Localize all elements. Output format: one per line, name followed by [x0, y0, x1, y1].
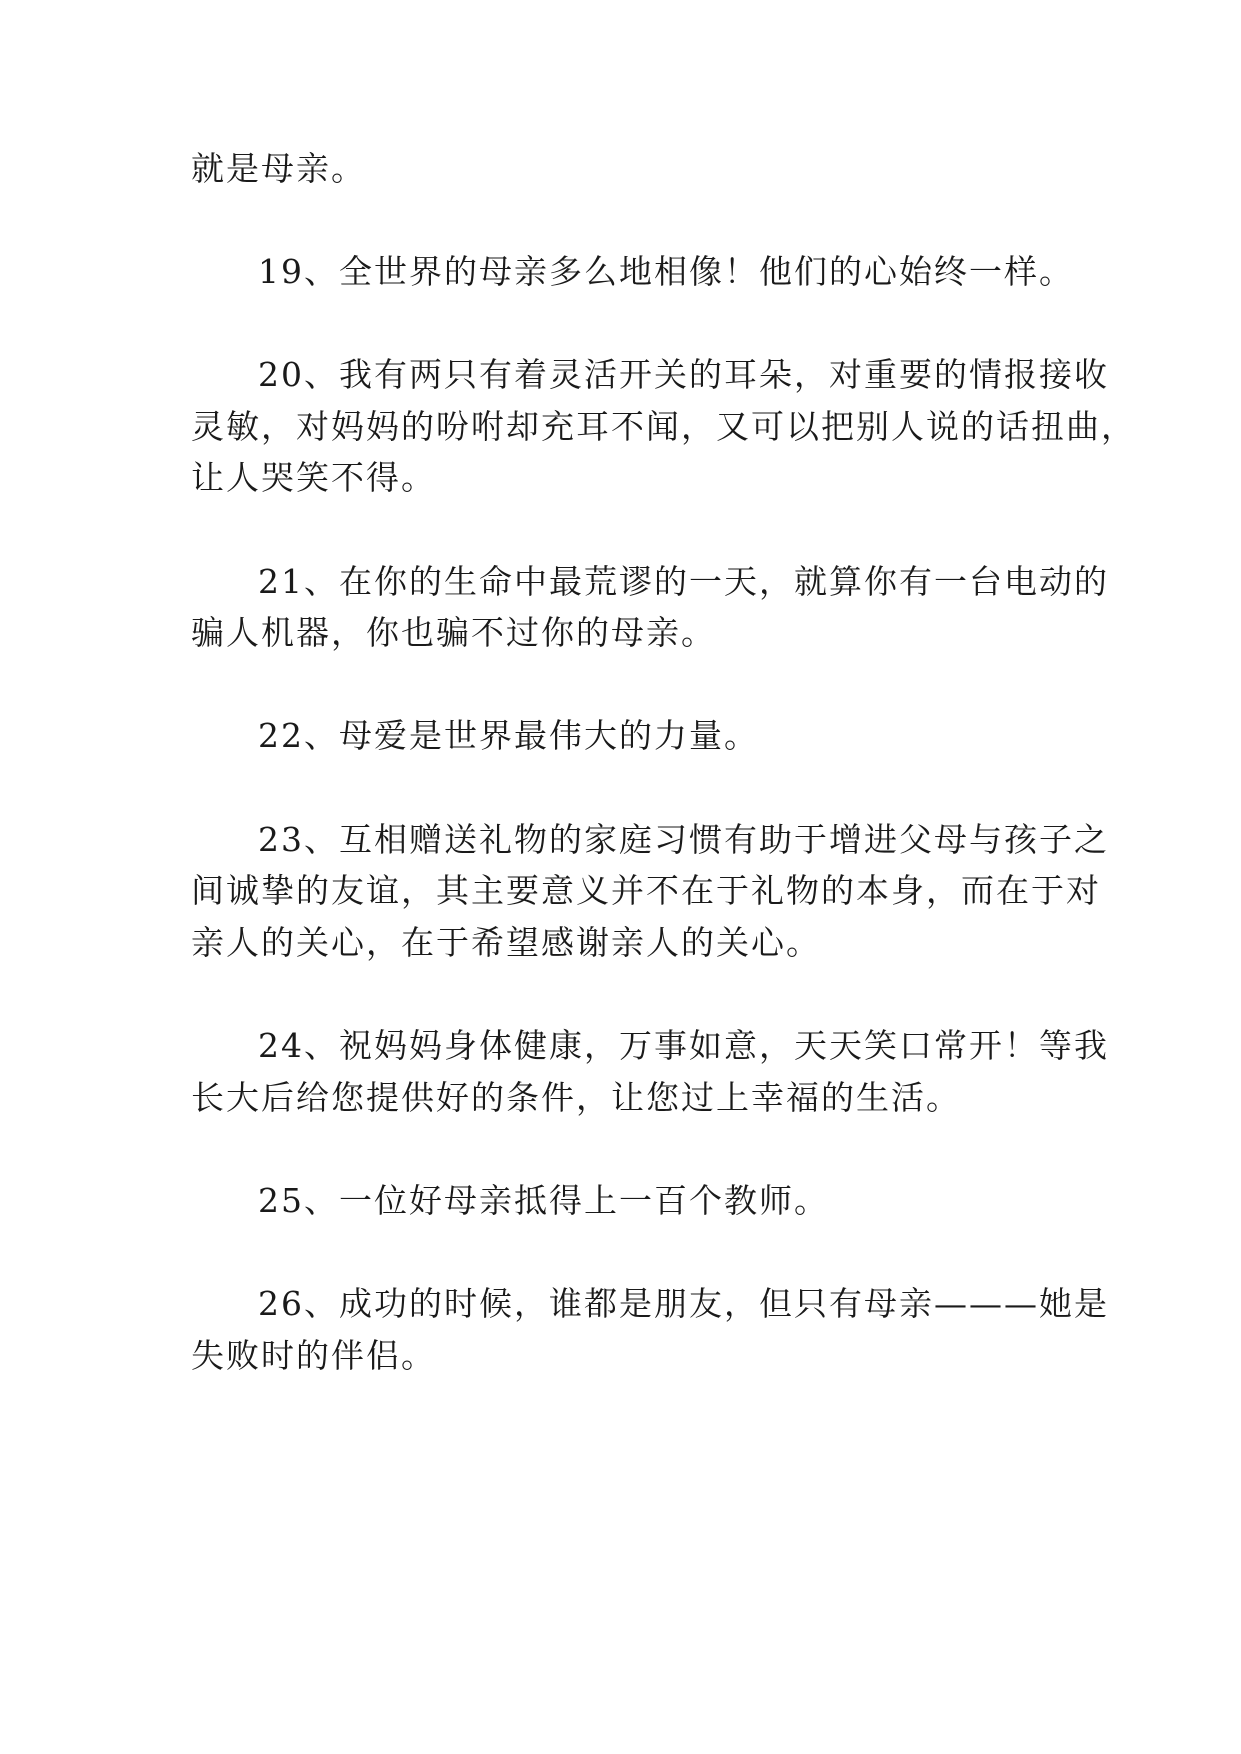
text-line: 24、祝妈妈身体健康，万事如意，天天笑口常开！等我 — [258, 1026, 1109, 1065]
text-line: 让人哭笑不得。 — [191, 458, 436, 497]
text-line: 23、互相赠送礼物的家庭习惯有助于增进父母与孩子之 — [258, 820, 1109, 859]
text-line: 长大后给您提供好的条件，让您过上幸福的生活。 — [191, 1078, 961, 1117]
text-line: 失败时的伴侣。 — [191, 1336, 436, 1375]
text-line: 20、我有两只有着灵活开关的耳朵，对重要的情报接收 — [258, 355, 1109, 394]
text-line: 间诚挚的友谊，其主要意义并不在于礼物的本身，而在于对 — [191, 871, 1101, 910]
text-line: 21、在你的生命中最荒谬的一天，就算你有一台电动的 — [258, 562, 1109, 601]
text-line: 22、母爱是世界最伟大的力量。 — [258, 716, 759, 755]
text-line: 骗人机器，你也骗不过你的母亲。 — [191, 613, 716, 652]
text-line: 就是母亲。 — [191, 149, 366, 188]
text-line: 25、一位好母亲抵得上一百个教师。 — [258, 1181, 829, 1220]
text-line: 26、成功的时候，谁都是朋友，但只有母亲———她是 — [258, 1284, 1109, 1323]
text-line: 灵敏，对妈妈的吩咐却充耳不闻，又可以把别人说的话扭曲， — [191, 407, 1136, 446]
text-line: 19、全世界的母亲多么地相像！他们的心始终一样。 — [258, 252, 1074, 291]
text-line: 亲人的关心，在于希望感谢亲人的关心。 — [191, 923, 821, 962]
